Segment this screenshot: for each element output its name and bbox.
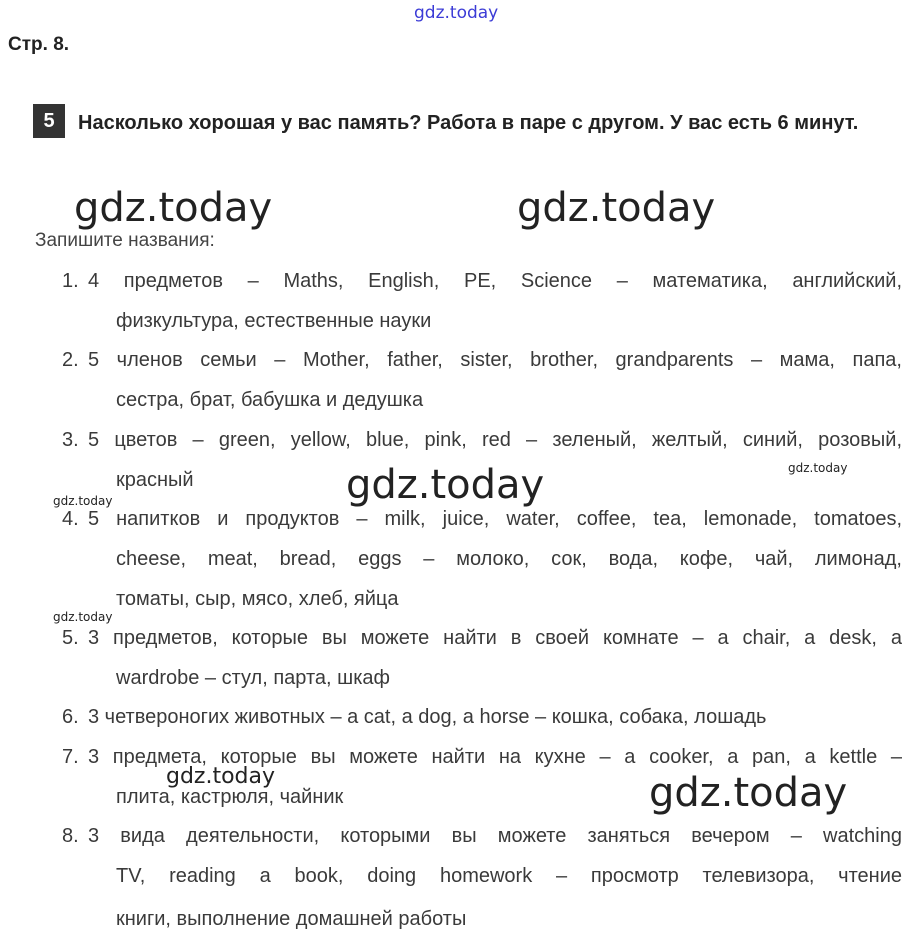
watermark: gdz.today (53, 610, 113, 624)
watermark: gdz.today (74, 185, 273, 231)
watermark: gdz.today (166, 764, 276, 789)
item-line: томаты, сыр, мясо, хлеб, яйца (116, 588, 399, 610)
item-line: физкультура, естественные науки (116, 310, 432, 332)
item-number: 8. (62, 825, 79, 847)
item-line: 3 предмета, которые вы можете найти на кухне – a cooker, a pan, a kettle – (88, 746, 902, 768)
watermark: gdz.today (346, 462, 545, 508)
watermark: gdz.today (649, 770, 848, 816)
item-line: книги, выполнение домашней работы (116, 908, 467, 930)
watermark: gdz.today (517, 185, 716, 231)
item-line: 3 вида деятельности, которыми вы можете заняться вечером – watching (88, 825, 902, 847)
watermark: gdz.today (53, 494, 113, 508)
task-title: Насколько хорошая у вас память? Работа в паре с другом. У вас есть 6 минут. (78, 112, 859, 134)
watermark-top: gdz.today (414, 3, 499, 23)
item-line: красный (116, 469, 194, 491)
item-number: 5. (62, 627, 79, 649)
item-line: TV, reading a book, doing homework – просмотр телевизора, чтение (116, 865, 902, 887)
item-line: сестра, брат, бабушка и дедушка (116, 389, 424, 411)
item-line: 4 предметов – Maths, English, PE, Science – математика, английский, (88, 270, 902, 292)
item-line: 3 предметов, которые вы можете найти в своей комнате – a chair, a desk, a (88, 627, 902, 649)
page-label: Стр. 8. (8, 34, 70, 55)
list-item (62, 340, 902, 420)
item-line: плита, кастрюля, чайник (116, 786, 344, 808)
item-line: 5 цветов – green, yellow, blue, pink, red – зеленый, желтый, синий, розовый, (88, 429, 902, 451)
item-number: 2. (62, 349, 79, 371)
task-number-badge: 5 (33, 104, 65, 138)
list-item (62, 618, 902, 698)
watermark: gdz.today (788, 461, 848, 475)
item-line: 3 четвероногих животных – a cat, a dog, a horse – кошка, собака, лошадь (88, 706, 767, 728)
item-line: wardrobe – стул, парта, шкаф (116, 667, 390, 689)
item-number: 7. (62, 746, 79, 768)
item-line: 5 членов семьи – Mother, father, sister, brother, grandparents – мама, папа, (88, 349, 902, 371)
item-number: 4. (62, 508, 79, 530)
item-number: 1. (62, 270, 79, 292)
list-item (62, 261, 902, 341)
intro-text: Запишите названия: (35, 230, 215, 251)
item-number: 6. (62, 706, 79, 728)
item-line: cheese, meat, bread, eggs – молоко, сок, вода, кофе, чай, лимонад, (116, 548, 902, 570)
list-item (62, 697, 902, 737)
list-item (62, 816, 902, 942)
list-item (62, 499, 902, 619)
item-line: 5 напитков и продуктов – milk, juice, water, coffee, tea, lemonade, tomatoes, (88, 508, 902, 530)
item-number: 3. (62, 429, 79, 451)
